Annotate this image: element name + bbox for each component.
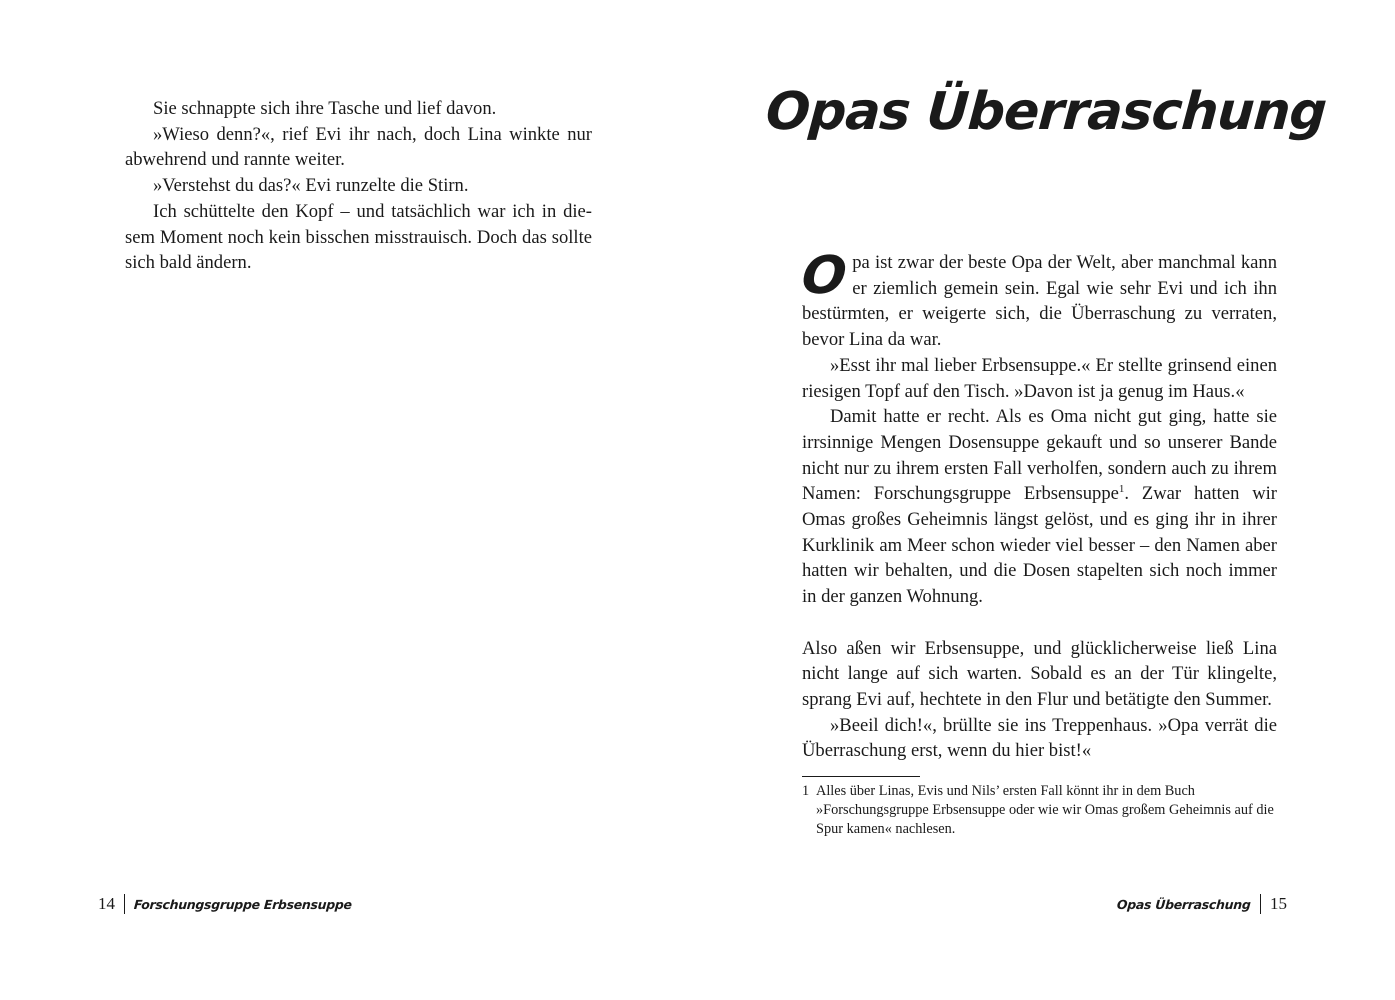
paragraph: »Verstehst du das?« Evi runzelte die Stirn.: [153, 175, 469, 197]
page-number: 14: [98, 894, 115, 913]
left-body-text: [125, 96, 592, 276]
footnote-number: 1: [802, 783, 810, 799]
page-number: 15: [1270, 894, 1287, 913]
right-body-text: [798, 246, 1277, 764]
paragraph-text: . Zwar hatten wir Omas großes Geheimnis längst gelöst, und es ging ihr in ihrer Kurklinik am Meer schon wieder viel besser – den Namen aber hatten wir behalten, und die Dosen stapelten sich noch immer in der ganzen Wohnung.: [802, 483, 1277, 608]
left-page: [0, 0, 697, 1000]
paragraph: »Beeil dich!«, brüllte sie ins Treppenhaus. »Opa verrät die Überraschung erst, wenn du hier bist!«: [802, 714, 1277, 762]
opening-text: pa ist zwar der beste Opa der Welt, aber manchmal kann er ziemlich gemein sein. Egal wie sehr Evi und ich ihn bestürmten, er weigerte sich, die Überraschung zu verraten, bevor Lina da war.: [802, 252, 1277, 351]
right-page: [697, 0, 1395, 1000]
chapter-title: Opas Überraschung: [764, 82, 1328, 142]
opening-paragraph: [798, 246, 1277, 353]
folio-divider: [1260, 894, 1261, 914]
paragraph: Ich schüttelte den Kopf – und tatsächlich war ich in diesem Moment noch kein bisschen misstrauisch. Doch das sollte sich bald ändern.: [125, 200, 592, 274]
paragraph-text: Damit hatte er recht. Als es Oma nicht gut ging, hatte sie irrsinnige Mengen Dosensuppe gekauft und so unserer Bande nicht nur zu ihrem ersten Fall verholfen, sondern auch zu ihrem Namen: Forschungsgruppe Erbsensuppe: [802, 406, 1277, 505]
running-head: Forschungsgruppe Erbsensuppe: [133, 896, 353, 912]
paragraph: Sie schnappte sich ihre Tasche und lief davon.: [153, 98, 497, 119]
right-folio: [1117, 893, 1287, 915]
footnote: [802, 782, 1291, 839]
running-head: Opas Überraschung: [1116, 896, 1252, 912]
paragraph: »Wieso denn?«, rief Evi ihr nach, doch Lina winkte nur abwehrend und rannte weiter.: [125, 123, 592, 171]
paragraph: [802, 404, 1277, 610]
left-folio: [98, 893, 352, 915]
folio-divider: [124, 894, 125, 914]
paragraph: »Esst ihr mal lieber Erbsensuppe.« Er stellte grinsend einen riesigen Topf auf den Tisch. »Davon ist ja genug im Haus.«: [802, 354, 1277, 402]
footnote-text: Alles über Linas, Evis und Nils’ ersten Fall könnt ihr in dem Buch »Forschungsgruppe Erbsensuppe oder wie wir Omas großem Geheimnis auf die Spur kamen« nachlesen.: [816, 783, 1274, 837]
drop-cap: O: [798, 246, 850, 306]
paragraph: Also aßen wir Erbsensuppe, und glücklicherweise ließ Lina nicht lange auf sich warten. Sobald es an der Tür klingelte, sprang Evi auf, hechtete in den Flur und betätigte den Summer.: [802, 637, 1277, 710]
footnote-rule: [802, 776, 920, 777]
footnote-marker: 1: [1118, 483, 1125, 496]
